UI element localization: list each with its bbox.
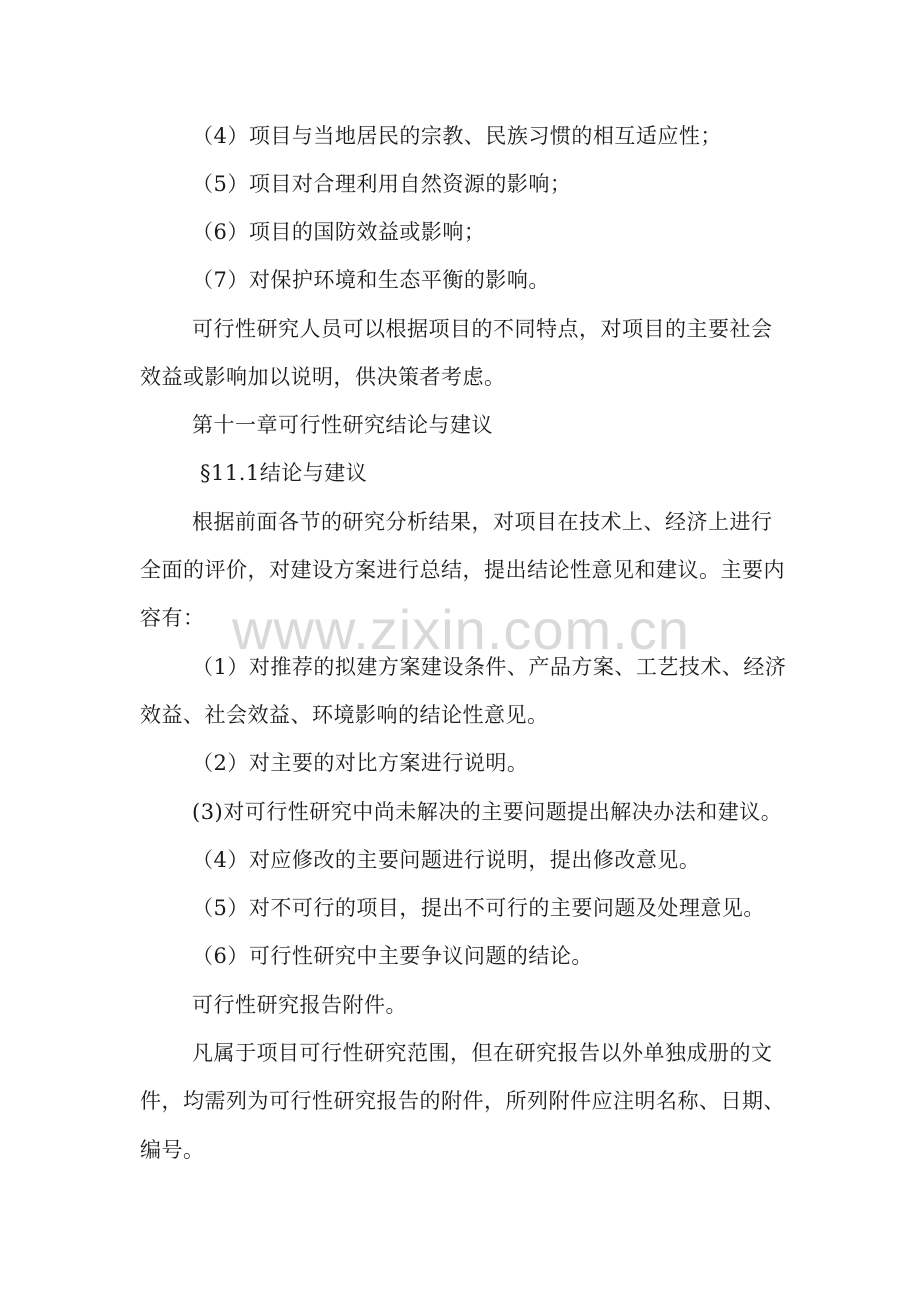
list-item-2: （2）对主要的对比方案进行说明。 xyxy=(192,751,529,775)
appendix-heading: 可行性研究报告附件。 xyxy=(192,993,407,1017)
list-item-4: （4）对应修改的主要问题进行说明，提出修改意见。 xyxy=(192,848,701,872)
list-item-7-environment: （7）对保护环境和生态平衡的影响。 xyxy=(192,268,550,292)
list-item-5-resources: （5）项目对合理利用自然资源的影响； xyxy=(192,172,572,196)
list-item-6: （6）可行性研究中主要争议问题的结论。 xyxy=(192,944,593,968)
list-item-4-cultural: （4）项目与当地居民的宗教、民族习惯的相互适应性； xyxy=(192,124,722,148)
paragraph-social-line-2: 效益或影响加以说明，供决策者考虑。 xyxy=(140,365,506,389)
paragraph-conclusion-line-2: 全面的评价，对建设方案进行总结，提出结论性意见和建议。主要内 xyxy=(140,558,785,582)
chapter-heading: 第十一章可行性研究结论与建议 xyxy=(192,413,493,437)
list-item-6-defense: （6）项目的国防效益或影响； xyxy=(192,220,486,244)
watermark: www.zixin.com.cn xyxy=(232,598,690,661)
paragraph-conclusion-line-3: 容有： xyxy=(140,606,205,630)
paragraph-appendix-line-1: 凡属于项目可行性研究范围，但在研究报告以外单独成册的文 xyxy=(192,1041,773,1065)
paragraph-appendix-line-2: 件，均需列为可行性研究报告的附件，所列附件应注明名称、日期、 xyxy=(140,1089,785,1113)
section-heading: §11.1结论与建议 xyxy=(200,461,368,485)
list-item-5: （5）对不可行的项目，提出不可行的主要问题及处理意见。 xyxy=(192,896,765,920)
list-item-1-line-2: 效益、社会效益、环境影响的结论性意见。 xyxy=(140,703,549,727)
paragraph-conclusion-line-1: 根据前面各节的研究分析结果，对项目在技术上、经济上进行 xyxy=(192,510,773,534)
paragraph-appendix-line-3: 编号。 xyxy=(140,1138,205,1162)
paragraph-social-line-1: 可行性研究人员可以根据项目的不同特点，对项目的主要社会 xyxy=(192,317,773,341)
list-item-1-line-1: （1）对推荐的拟建方案建设条件、产品方案、工艺技术、经济 xyxy=(192,655,787,679)
list-item-3: (3)对可行性研究中尚未解决的主要问题提出解决办法和建议。 xyxy=(192,800,783,824)
